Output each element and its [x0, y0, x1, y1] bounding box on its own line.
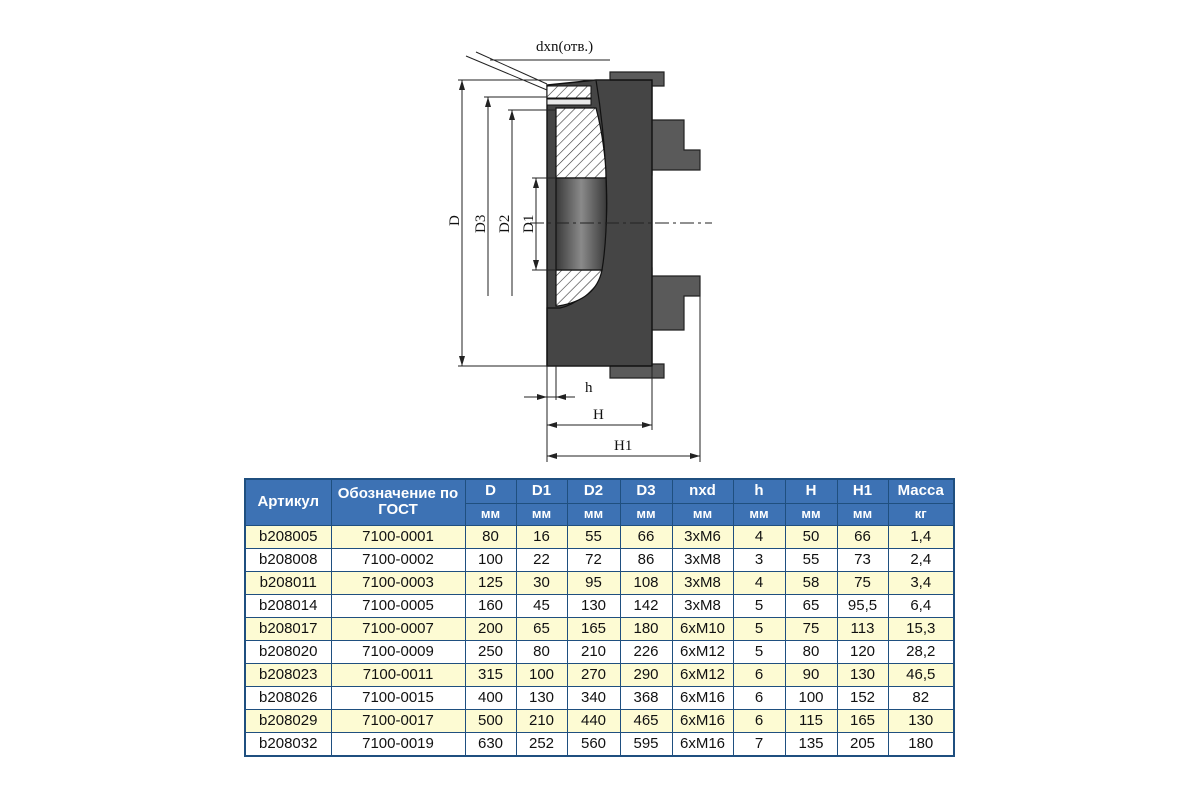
cell-mass: 6,4	[888, 594, 954, 617]
cell-D1: 30	[516, 571, 567, 594]
cell-H: 50	[785, 525, 837, 548]
cell-h: 5	[733, 640, 785, 663]
cell-D1: 22	[516, 548, 567, 571]
table-row	[245, 732, 954, 756]
label-H1: H1	[614, 438, 633, 454]
cell-h: 4	[733, 571, 785, 594]
unit-H1: мм	[837, 503, 888, 525]
bore	[556, 178, 607, 270]
header-D2: D2	[567, 479, 620, 503]
cell-D: 630	[465, 732, 516, 756]
cell-mass: 28,2	[888, 640, 954, 663]
cell-gost: 7100-0003	[331, 571, 465, 594]
cell-gost: 7100-0019	[331, 732, 465, 756]
cell-H1: 205	[837, 732, 888, 756]
cell-D3: 66	[620, 525, 672, 548]
cell-D1: 16	[516, 525, 567, 548]
cell-H1: 75	[837, 571, 888, 594]
cell-D3: 595	[620, 732, 672, 756]
cell-h: 6	[733, 663, 785, 686]
cell-nxd: 6хМ16	[672, 709, 733, 732]
cell-D2: 560	[567, 732, 620, 756]
cell-D3: 290	[620, 663, 672, 686]
cell-h: 3	[733, 548, 785, 571]
unit-mass: кг	[888, 503, 954, 525]
cell-D: 400	[465, 686, 516, 709]
cell-D: 100	[465, 548, 516, 571]
cell-D1: 252	[516, 732, 567, 756]
cell-mass: 82	[888, 686, 954, 709]
unit-D: мм	[465, 503, 516, 525]
cell-D3: 142	[620, 594, 672, 617]
cell-h: 7	[733, 732, 785, 756]
cell-gost: 7100-0002	[331, 548, 465, 571]
cell-D3: 226	[620, 640, 672, 663]
cell-nxd: 6хМ12	[672, 663, 733, 686]
cell-D: 160	[465, 594, 516, 617]
cell-mass: 46,5	[888, 663, 954, 686]
table-row	[245, 663, 954, 686]
cell-H1: 73	[837, 548, 888, 571]
cell-D2: 72	[567, 548, 620, 571]
cell-mass: 1,4	[888, 525, 954, 548]
label-D3: D3	[473, 214, 489, 233]
cell-H: 135	[785, 732, 837, 756]
cell-article: b208020	[245, 640, 331, 663]
header-article: Артикул	[245, 479, 331, 525]
label-h: h	[585, 380, 593, 396]
cell-H: 115	[785, 709, 837, 732]
cell-article: b208032	[245, 732, 331, 756]
cell-nxd: 3хМ8	[672, 571, 733, 594]
cell-gost: 7100-0011	[331, 663, 465, 686]
unit-D1: мм	[516, 503, 567, 525]
header-mass: Масса	[888, 479, 954, 503]
cell-gost: 7100-0015	[331, 686, 465, 709]
cell-D: 315	[465, 663, 516, 686]
cell-h: 5	[733, 617, 785, 640]
header-H1: H1	[837, 479, 888, 503]
cell-mass: 2,4	[888, 548, 954, 571]
specification-table	[244, 478, 955, 757]
cell-H1: 66	[837, 525, 888, 548]
cell-gost: 7100-0007	[331, 617, 465, 640]
header-gost: Обозначение по ГОСТ	[331, 479, 465, 525]
table-row	[245, 617, 954, 640]
table-row	[245, 571, 954, 594]
unit-D2: мм	[567, 503, 620, 525]
cell-D1: 45	[516, 594, 567, 617]
cell-mass: 180	[888, 732, 954, 756]
table-row	[245, 548, 954, 571]
cell-mass: 15,3	[888, 617, 954, 640]
header-h: h	[733, 479, 785, 503]
cell-H: 75	[785, 617, 837, 640]
cell-D2: 55	[567, 525, 620, 548]
cell-article: b208023	[245, 663, 331, 686]
table-row	[245, 709, 954, 732]
cell-nxd: 6хМ16	[672, 686, 733, 709]
label-dxn: dxn(отв.)	[536, 39, 594, 55]
cell-H1: 113	[837, 617, 888, 640]
cell-D2: 340	[567, 686, 620, 709]
label-D: D	[447, 215, 463, 226]
header-D3: D3	[620, 479, 672, 503]
cell-D3: 86	[620, 548, 672, 571]
cell-H: 90	[785, 663, 837, 686]
cell-article: b208014	[245, 594, 331, 617]
cell-D1: 210	[516, 709, 567, 732]
header-H: H	[785, 479, 837, 503]
cell-article: b208017	[245, 617, 331, 640]
cell-H1: 165	[837, 709, 888, 732]
label-D2: D2	[497, 214, 513, 233]
header-D: D	[465, 479, 516, 503]
cell-h: 6	[733, 686, 785, 709]
cell-gost: 7100-0009	[331, 640, 465, 663]
label-D1: D1	[521, 214, 537, 233]
table-row	[245, 686, 954, 709]
cell-H1: 120	[837, 640, 888, 663]
cell-D1: 80	[516, 640, 567, 663]
cell-article: b208008	[245, 548, 331, 571]
cell-h: 5	[733, 594, 785, 617]
unit-nxd: мм	[672, 503, 733, 525]
cell-article: b208026	[245, 686, 331, 709]
cell-mass: 3,4	[888, 571, 954, 594]
cell-D: 80	[465, 525, 516, 548]
cell-D: 125	[465, 571, 516, 594]
cell-H1: 130	[837, 663, 888, 686]
cell-gost: 7100-0001	[331, 525, 465, 548]
specification-table-body	[245, 525, 954, 756]
cell-D2: 270	[567, 663, 620, 686]
cell-D3: 368	[620, 686, 672, 709]
label-H: H	[593, 407, 604, 423]
cell-D1: 100	[516, 663, 567, 686]
cell-H: 65	[785, 594, 837, 617]
cell-nxd: 6хМ10	[672, 617, 733, 640]
table-row	[245, 525, 954, 548]
cell-H: 55	[785, 548, 837, 571]
cell-gost: 7100-0005	[331, 594, 465, 617]
unit-D3: мм	[620, 503, 672, 525]
cell-mass: 130	[888, 709, 954, 732]
cell-H: 58	[785, 571, 837, 594]
cell-nxd: 6хМ12	[672, 640, 733, 663]
cell-h: 4	[733, 525, 785, 548]
cell-D2: 440	[567, 709, 620, 732]
cell-D3: 465	[620, 709, 672, 732]
cell-H1: 152	[837, 686, 888, 709]
cell-nxd: 6хМ16	[672, 732, 733, 756]
cell-H: 100	[785, 686, 837, 709]
cell-D3: 180	[620, 617, 672, 640]
cell-D2: 95	[567, 571, 620, 594]
cell-nxd: 3хМ8	[672, 548, 733, 571]
cell-gost: 7100-0017	[331, 709, 465, 732]
cell-H: 80	[785, 640, 837, 663]
header-D1: D1	[516, 479, 567, 503]
cell-nxd: 3хМ6	[672, 525, 733, 548]
cell-D: 250	[465, 640, 516, 663]
table-row	[245, 594, 954, 617]
cell-D1: 65	[516, 617, 567, 640]
unit-h: мм	[733, 503, 785, 525]
cell-D1: 130	[516, 686, 567, 709]
cell-D: 500	[465, 709, 516, 732]
cell-D2: 165	[567, 617, 620, 640]
cell-h: 6	[733, 709, 785, 732]
unit-H: мм	[785, 503, 837, 525]
cell-D: 200	[465, 617, 516, 640]
cell-D2: 130	[567, 594, 620, 617]
cell-article: b208029	[245, 709, 331, 732]
cell-article: b208005	[245, 525, 331, 548]
cell-D2: 210	[567, 640, 620, 663]
cell-D3: 108	[620, 571, 672, 594]
header-nxd: nxd	[672, 479, 733, 503]
table-row	[245, 640, 954, 663]
cell-H1: 95,5	[837, 594, 888, 617]
cell-article: b208011	[245, 571, 331, 594]
cell-nxd: 3хМ8	[672, 594, 733, 617]
